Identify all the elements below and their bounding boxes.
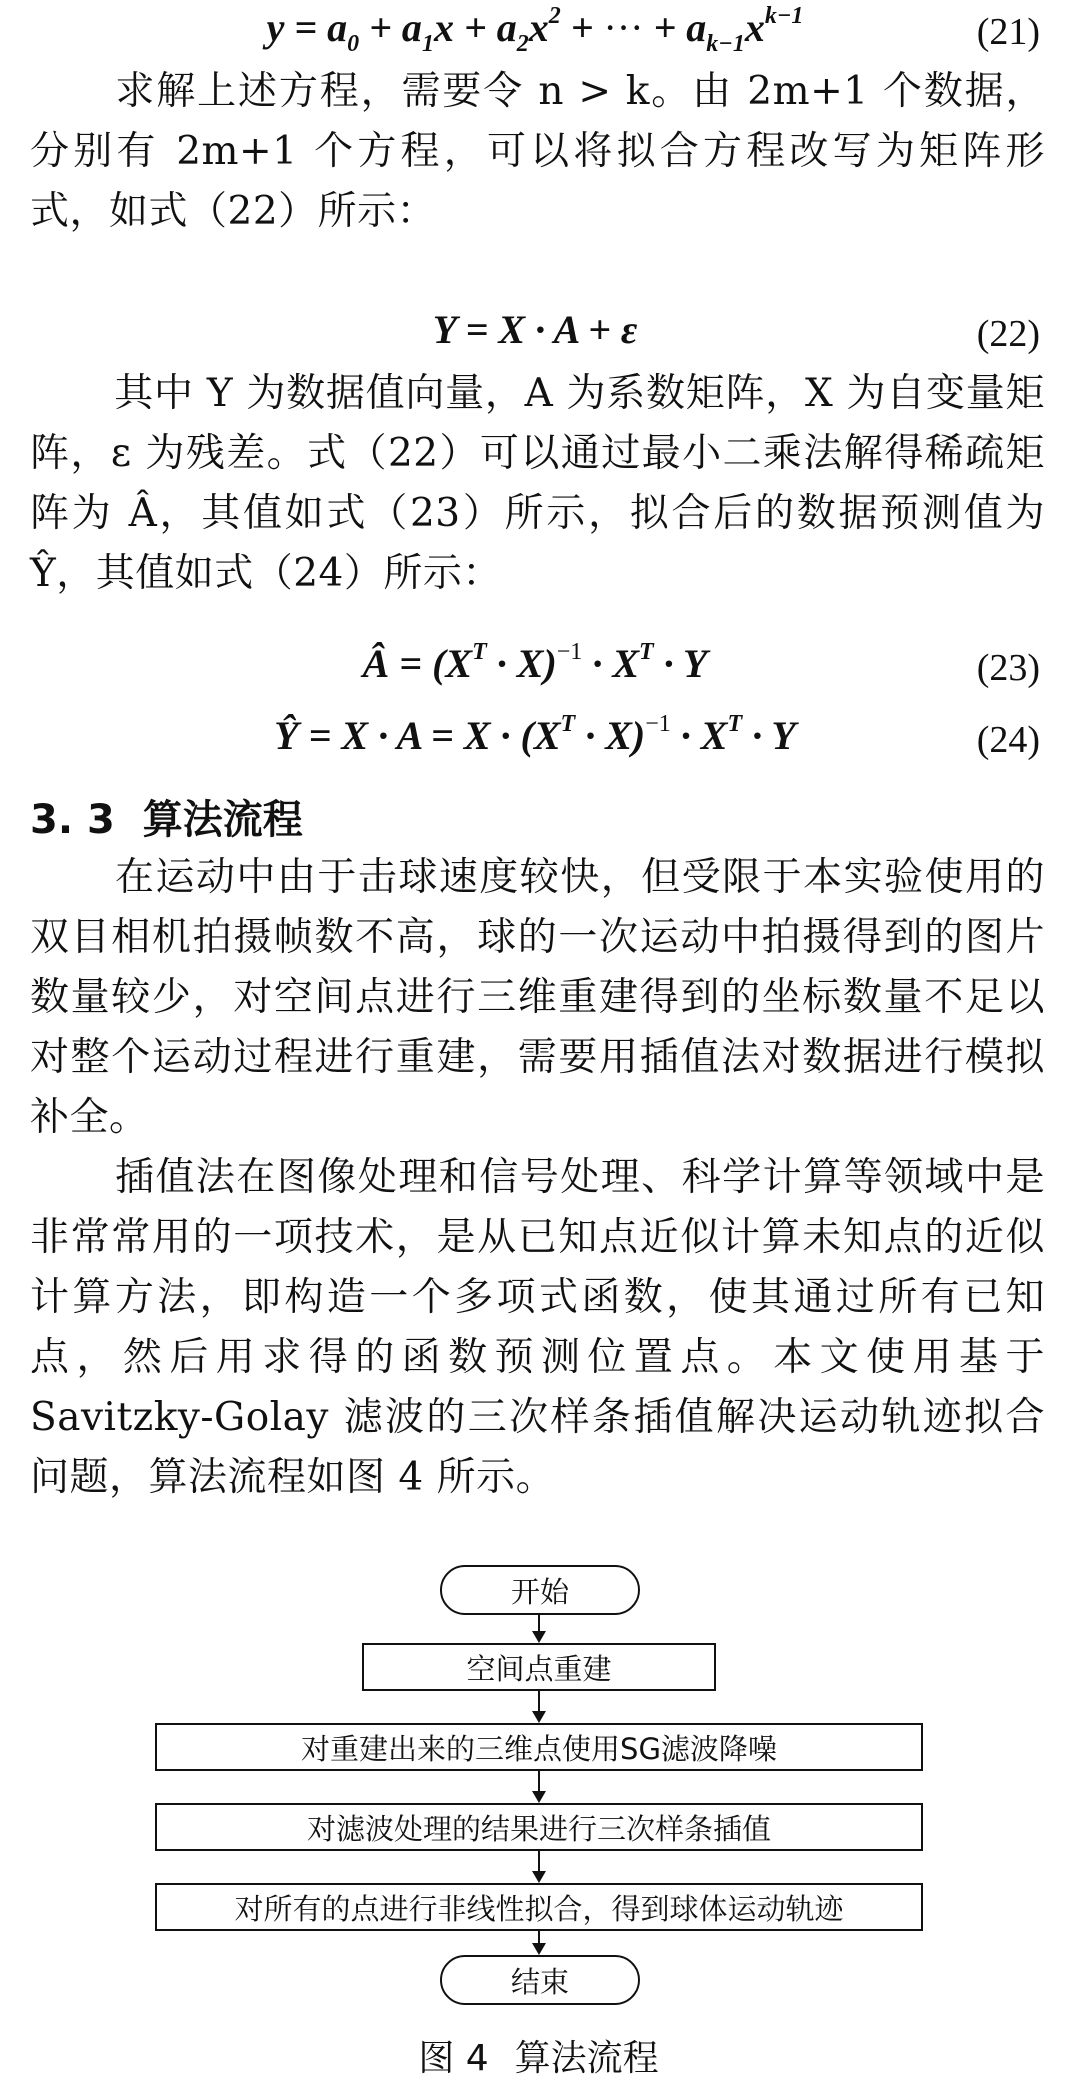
figure-number: 图 4 <box>418 2038 489 2079</box>
paragraph-3 <box>30 848 1045 1148</box>
paragraph-3-text: 在运动中由于击球速度较快，但受限于本实验使用的双目相机拍摄帧数不高，球的一次运动中拍摄得到的图片数量较少，对空间点进行三维重建得到的坐标数量不足以对整个运动过程进行重建，需要用插值法对数据进行模拟补全。 <box>30 855 1045 1140</box>
equation-21 <box>30 4 1040 66</box>
equation-23-number: (23) <box>976 647 1040 689</box>
section-heading <box>30 788 303 845</box>
flow-arrow <box>538 1771 540 1801</box>
paragraph-1-text: 求解上述方程，需要令 n > k。由 2m+1 个数据，分别有 2m+1 个方程，可以将拟合方程改写为矩阵形式，如式（22）所示： <box>30 69 1045 234</box>
equation-24 <box>30 712 1040 774</box>
flow-step-3: 对滤波处理的结果进行三次样条插值 <box>155 1803 923 1851</box>
algorithm-flowchart <box>0 1565 1077 2005</box>
flow-arrow <box>538 1615 540 1641</box>
figure-caption <box>0 2030 1077 2081</box>
paragraph-1 <box>30 62 1045 242</box>
paragraph-4-text: 插值法在图像处理和信号处理、科学计算等领域中是非常常用的一项技术，是从已知点近似计算未知点的近似计算方法，即构造一个多项式函数，使其通过所有已知点，然后用求得的函数预测位置点。本文使用基于 Savitzky-Golay 滤波的三次样条插值解决运动轨迹拟合问题，算法流程如图 4 所示。 <box>30 1155 1045 1500</box>
paragraph-2 <box>30 364 1045 604</box>
flow-arrow <box>538 1851 540 1881</box>
equation-23-body: Â = $(X^T \cdot X)^{-1} \cdot X^T \cdot Y$ <box>362 639 708 686</box>
equation-21-body: $y = a_0 + a_1x + a_2x^2$ + ··· + $a_{k-1}x^{k-1}$ <box>266 3 804 57</box>
flow-arrow <box>538 1931 540 1953</box>
flow-start: 开始 <box>440 1565 640 1615</box>
equation-22-number: (22) <box>976 313 1040 355</box>
equation-22-body: Y = X · A + ε <box>432 307 638 352</box>
flow-end: 结束 <box>440 1955 640 2005</box>
paragraph-2-text: 其中 Y 为数据值向量，A 为系数矩阵，X 为自变量矩阵，ε 为残差。式（22）可以通过最小二乘法解得稀疏矩阵为 Â，其值如式（23）所示，拟合后的数据预测值为 Ŷ，其值如式（24）所示： <box>30 371 1045 596</box>
flow-arrow <box>538 1691 540 1721</box>
paragraph-4 <box>30 1148 1045 1508</box>
equation-22 <box>30 306 1040 368</box>
equation-21-number: (21) <box>976 11 1040 53</box>
flow-step-2: 对重建出来的三维点使用SG滤波降噪 <box>155 1723 923 1771</box>
equation-23 <box>30 640 1040 702</box>
section-title: 算法流程 <box>142 797 303 843</box>
flow-step-4: 对所有的点进行非线性拟合，得到球体运动轨迹 <box>155 1883 923 1931</box>
flow-step-1: 空间点重建 <box>362 1643 716 1691</box>
section-number: 3. 3 <box>30 797 115 843</box>
equation-24-body: Ŷ = $X \cdot A = X \cdot (X^T \cdot X)^{-1} \cdot X^T \cdot Y$ <box>274 711 796 758</box>
equation-24-number: (24) <box>976 719 1040 761</box>
figure-title: 算法流程 <box>514 2038 659 2079</box>
